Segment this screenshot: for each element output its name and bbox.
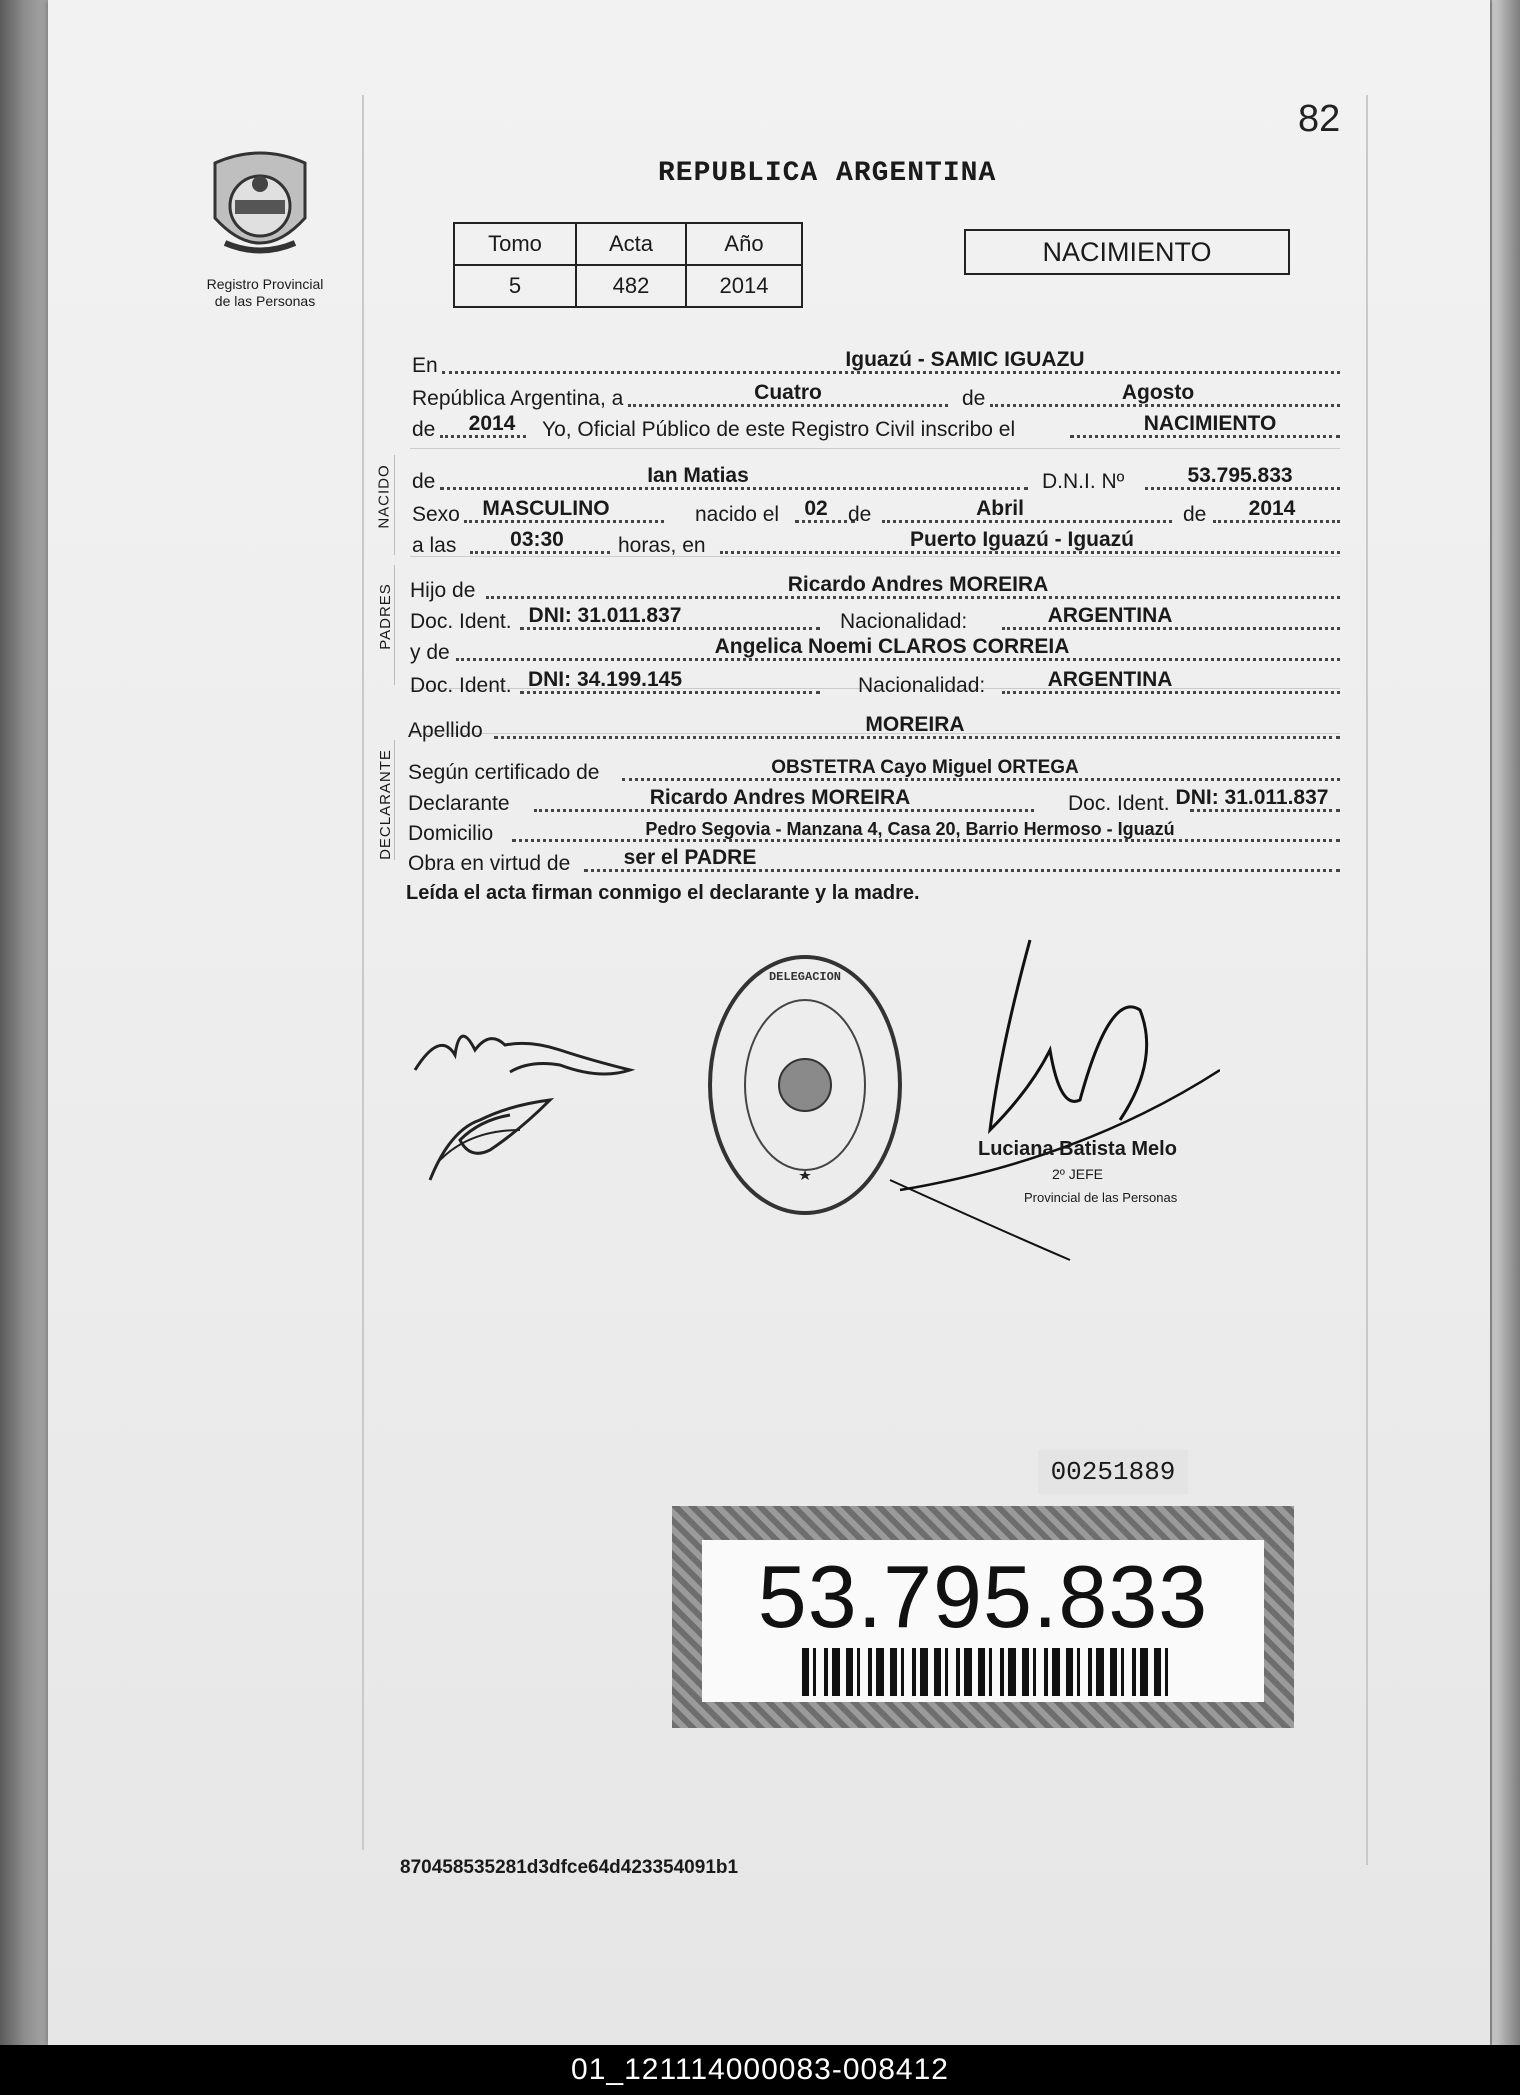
closing-statement: Leída el acta firman conmigo el declarante y la madre. — [406, 882, 920, 904]
field-dni: 53.795.833 — [1187, 464, 1293, 487]
field-obra: ser el PADRE — [623, 846, 757, 869]
field-row-sexo: Sexo MASCULINO nacido el 02 de Abril de 2014 — [410, 499, 1340, 527]
field-apellido: MOREIRA — [865, 713, 965, 736]
field-row-anio: de 2014 Yo, Oficial Público de este Registro Civil inscribo el NACIMIENTO — [410, 414, 1340, 442]
field-row-padre: Hijo de Ricardo Andres MOREIRA — [410, 575, 1340, 603]
field-row-apellido: Apellido MOREIRA — [410, 715, 1340, 743]
official-signature-icon — [880, 930, 1220, 1280]
page-number: 82 — [1298, 98, 1341, 140]
official-office: Provincial de las Personas — [1024, 1190, 1178, 1205]
acta-header-acta: Acta — [576, 223, 686, 265]
acta-header-anio: Año — [686, 223, 802, 265]
declarant-signature-icon — [410, 1010, 640, 1190]
logo-caption: Registro Provincial de las Personas — [206, 276, 324, 309]
acta-header-tomo: Tomo — [454, 223, 576, 265]
field-padre: Ricardo Andres MOREIRA — [787, 573, 1049, 596]
document-title: REPUBLICA ARGENTINA — [658, 158, 997, 189]
field-anio-nac: 2014 — [1248, 497, 1296, 520]
field-row-hora: a las 03:30 horas, en Puerto Iguazú - Iguazú — [410, 530, 1340, 558]
acta-table — [453, 222, 803, 308]
scan-background-right — [1492, 0, 1520, 2045]
field-declarante: Ricardo Andres MOREIRA — [649, 786, 911, 809]
field-lugar: Iguazú - SAMIC IGUAZU — [845, 348, 1085, 371]
section-divider-padres — [394, 565, 395, 685]
acta-value-acta: 482 — [576, 265, 686, 307]
field-domicilio: Pedro Segovia - Manzana 4, Casa 20, Barrio Hermoso - Iguazú — [645, 819, 1175, 839]
section-divider-nacido — [394, 455, 395, 555]
section-label-nacido: NACIDO — [375, 464, 393, 529]
field-row-en: En Iguazú - SAMIC IGUAZU — [410, 350, 1340, 378]
left-margin-line — [362, 95, 364, 1850]
acta-value-tomo: 5 — [454, 265, 576, 307]
field-padre-doc: DNI: 31.011.837 — [528, 604, 682, 627]
section-label-padres: PADRES — [376, 583, 394, 650]
field-row-madre-doc: Doc. Ident. DNI: 34.199.145 Nacionalidad: ARGENTINA — [410, 670, 1340, 698]
field-dia-texto: Cuatro — [754, 381, 822, 404]
field-row-nombre: de Ian Matias D.N.I. Nº 53.795.833 — [410, 466, 1340, 494]
sticker-panel — [702, 1540, 1264, 1702]
field-row-republica: República Argentina, a Cuatro de Agosto — [410, 383, 1340, 411]
field-hora: 03:30 — [510, 528, 564, 551]
field-anio-registro: 2014 — [468, 412, 516, 435]
field-row-domicilio: Domicilio Pedro Segovia - Manzana 4, Casa 20, Barrio Hermoso - Iguazú — [410, 818, 1340, 846]
section-divider-declarante — [394, 740, 395, 860]
registry-emblem-icon — [205, 148, 315, 268]
field-dia-nac: 02 — [804, 497, 828, 520]
official-stamp-icon — [705, 950, 905, 1220]
field-padre-nac: ARGENTINA — [1047, 604, 1173, 627]
section-label-declarante: DECLARANTE — [376, 749, 394, 860]
field-row-certificado: Según certificado de OBSTETRA Cayo Miguel ORTEGA — [410, 757, 1340, 785]
serial-number: 00251889 — [1038, 1450, 1188, 1494]
field-madre-doc: DNI: 34.199.145 — [527, 668, 683, 691]
field-madre-nac: ARGENTINA — [1047, 668, 1173, 691]
field-mes-nac: Abril — [976, 497, 1024, 520]
field-tipo: NACIMIENTO — [1143, 412, 1277, 435]
scan-footer-id: 01_121114000083-008412 — [0, 2045, 1520, 2095]
right-margin-line — [1366, 95, 1368, 1865]
field-mes-texto: Agosto — [1121, 381, 1195, 404]
official-name: Luciana Batista Melo — [978, 1138, 1177, 1160]
record-type-box: NACIMIENTO — [964, 229, 1290, 275]
acta-value-anio: 2014 — [686, 265, 802, 307]
barcode — [802, 1648, 1172, 1696]
official-role: 2º JEFE — [1052, 1166, 1104, 1182]
id-sticker — [672, 1506, 1294, 1728]
field-sexo: MASCULINO — [482, 497, 610, 520]
separator — [410, 448, 1340, 449]
field-row-padre-doc: Doc. Ident. DNI: 31.011.837 Nacionalidad: ARGENTINA — [410, 606, 1340, 634]
sticker-number: 53.795.833 — [757, 1547, 1209, 1646]
field-row-madre: y de Angelica Noemi CLAROS CORREIA — [410, 637, 1340, 665]
field-nombre: Ian Matias — [647, 464, 749, 487]
document-hash: 870458535281d3dfce64d423354091b1 — [400, 1857, 739, 1878]
svg-text:DELEGACION: DELEGACION — [768, 970, 842, 984]
field-madre: Angelica Noemi CLAROS CORREIA — [714, 635, 1070, 658]
field-row-obra: Obra en virtud de ser el PADRE — [410, 848, 1340, 876]
field-certificado: OBSTETRA Cayo Miguel ORTEGA — [771, 757, 1079, 778]
field-declarante-doc: DNI: 31.011.837 — [1175, 786, 1329, 809]
field-lugar-nac: Puerto Iguazú - Iguazú — [910, 528, 1134, 551]
field-row-declarante: Declarante Ricardo Andres MOREIRA Doc. Ident. DNI: 31.011.837 — [410, 788, 1340, 816]
